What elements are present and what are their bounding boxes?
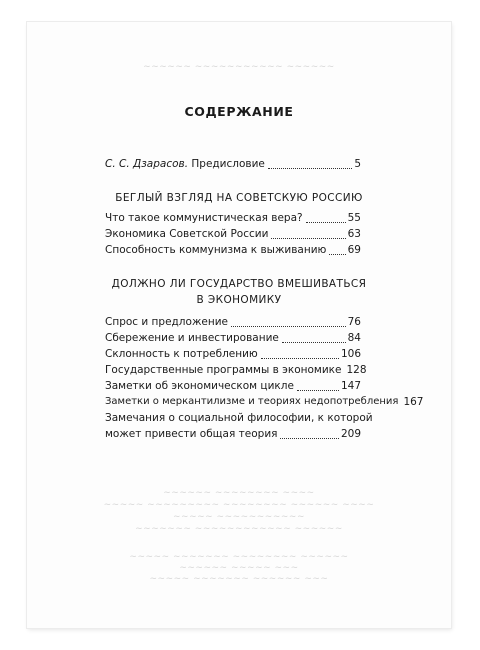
toc-entry [105,210,361,226]
entry-label: Что такое коммунистическая вера? [105,212,303,224]
section-heading-line2: В ЭКОНОМИКУ [196,294,282,306]
preface-label: Предисловие [191,158,265,170]
section-heading [27,276,451,308]
leader-dots [280,438,338,439]
toc-entry [105,226,361,242]
entry-label: Сбережение и инвестирование [105,332,279,344]
entry-label-line2: может привести общая теория [105,428,278,440]
toc-entry [105,362,367,378]
toc-entry-preface [105,156,361,172]
leader-dots [268,168,352,169]
leader-dots [282,342,346,343]
page-number: 69 [347,244,361,256]
toc-title: СОДЕРЖАНИЕ [184,104,294,119]
leader-dots [231,326,346,327]
toc-entry [105,346,361,362]
bleed-through-imprint: ~~~~~ ~~~~~~~ ~~~~~~~~ ~~~~~~ ~~~~~~ ~~~~~ ~~~ ~~~~~ ~~~~~~~ ~~~~~~ ~~~ [129,552,349,584]
book-page [27,22,451,628]
section-heading: БЕГЛЫЙ ВЗГЛЯД НА СОВЕТСКУЮ РОССИЮ [115,192,363,204]
toc-entry [105,242,361,258]
page-number: 209 [340,428,361,440]
entry-label: Государственные программы в экономике [105,364,342,376]
toc-entry [105,314,361,330]
leader-dots [306,222,346,223]
leader-dots [271,238,345,239]
page-number: 147 [340,380,361,392]
page-number: 55 [347,212,361,224]
toc-entry [105,394,424,410]
page-number: 167 [403,396,424,408]
leader-dots [329,254,345,255]
page-number: 84 [347,332,361,344]
entry-label: Спрос и предложение [105,316,229,328]
toc-entry [105,330,361,346]
leader-dots [297,390,339,391]
entry-label-line1: Замечания о социальной философии, к которой [105,412,373,424]
entry-label: Склонность к потреблению [105,348,258,360]
entry-label: Заметки о меркантилизме и теориях недопотребления [105,396,399,407]
page-number: 106 [340,348,361,360]
entry-label: Заметки об экономическом цикле [105,380,294,392]
leader-dots [261,358,339,359]
section-heading-line1: ДОЛЖНО ЛИ ГОСУДАРСТВО ВМЕШИВАТЬСЯ [111,278,367,290]
page-number: 63 [347,228,361,240]
toc-entry [105,378,361,394]
page-number: 128 [346,364,367,376]
page-number: 5 [354,158,361,170]
page-number: 76 [347,316,361,328]
toc-entry-multiline [105,410,373,442]
entry-label: Экономика Советской России [105,228,269,240]
entry-label: Способность коммунизма к выживанию [105,244,327,256]
preface-author: С. С. Дзарасов. [105,158,189,170]
bleed-through-header: ~~~~~~ ~~~~~~~~~~~ ~~~~~~ [143,62,335,72]
bleed-through-block: ~~~~~~ ~~~~~~~~ ~~~~ ~~~~~ ~~~~~~~~~ ~~~~~~~~ ~~~~~~ ~~~~ ~~~~~ ~~~~~~~~~~~ ~~~~~~~ ~~~~~~~~~~~~ ~~~~~~ [103,488,375,534]
